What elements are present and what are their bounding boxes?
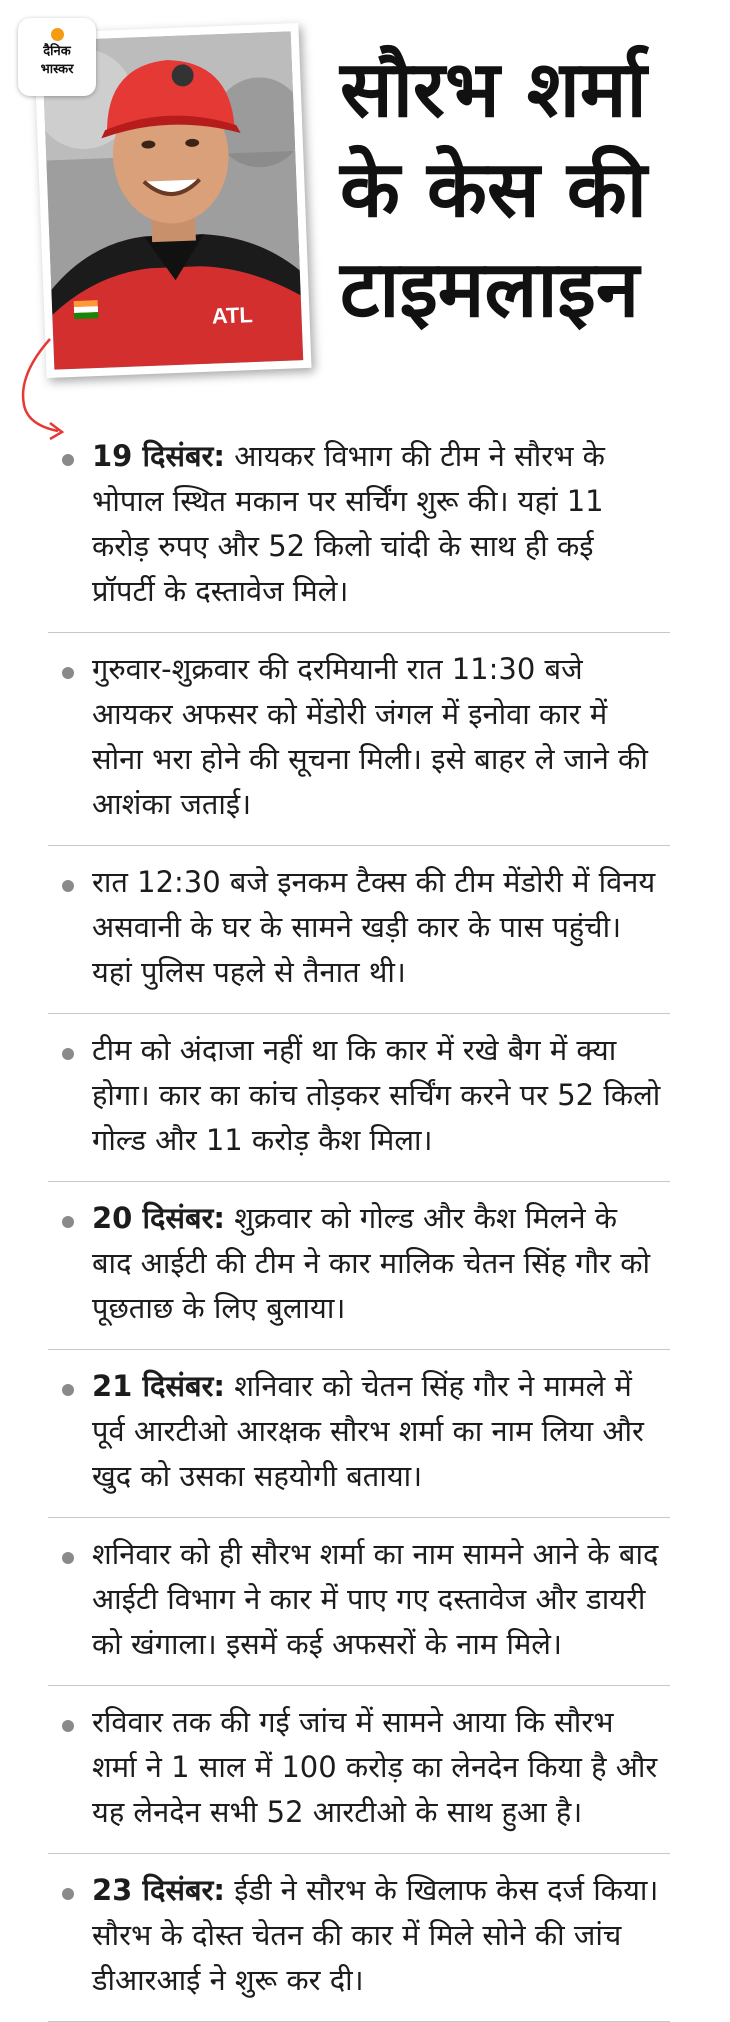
page-title <box>340 40 720 340</box>
timeline-item <box>48 633 670 846</box>
dainik-bhaskar-logo <box>18 18 96 96</box>
timeline-item <box>48 1182 670 1350</box>
timeline-text: रात 12:30 बजे इनकम टैक्स की टीम मेंडोरी में विनय असवानी के घर के सामने खड़ी कार के पास पहुंची। यहां पुलिस पहले से तैनात थी। <box>92 865 656 989</box>
bullet-icon <box>62 1720 74 1732</box>
timeline-text: शनिवार को ही सौरभ शर्मा का नाम सामने आने के बाद आईटी विभाग ने कार में पाए गए दस्तावेज और डायरी को खंगाला। इसमें कई अफसरों के नाम मिले। <box>92 1537 659 1661</box>
timeline-item <box>48 1350 670 1518</box>
header <box>0 0 730 420</box>
timeline-text: शनिवार को चेतन सिंह गौर ने मामले में पूर्व आरटीओ आरक्षक सौरभ शर्मा का नाम लिया और खुद को उसका सहयोगी बताया। <box>92 1369 644 1493</box>
timeline-date: 19 दिसंबर: <box>92 439 225 473</box>
shirt-text: ATL <box>211 302 254 329</box>
logo-text-line1: दैनिक <box>43 44 71 59</box>
timeline-text: गुरुवार-शुक्रवार की दरमियानी रात 11:30 बजे आयकर अफसर को मेंडोरी जंगल में इनोवा कार में सोना भरा होने की सूचना मिली। इसे बाहर ले जाने की आशंका जताई। <box>92 652 648 821</box>
timeline-list <box>48 420 670 2022</box>
bullet-icon <box>62 667 74 679</box>
bullet-icon <box>62 1384 74 1396</box>
bullet-icon <box>62 1888 74 1900</box>
timeline-text: टीम को अंदाजा नहीं था कि कार में रखे बैग में क्या होगा। कार का कांच तोड़कर सर्चिंग करने पर 52 किलो गोल्ड और 11 करोड़ कैश मिला। <box>92 1033 661 1157</box>
timeline-item <box>48 846 670 1014</box>
timeline-date: 20 दिसंबर: <box>92 1201 225 1235</box>
title-line: के केस की <box>340 145 647 235</box>
curved-arrow-icon <box>10 335 70 445</box>
logo-text-line2: भास्कर <box>40 62 74 77</box>
title-line: सौरभ शर्मा <box>340 45 647 135</box>
bullet-icon <box>62 1552 74 1564</box>
timeline-date: 23 दिसंबर: <box>92 1873 225 1907</box>
bullet-icon <box>62 1216 74 1228</box>
bullet-icon <box>62 454 74 466</box>
timeline-text: आयकर विभाग की टीम ने सौरभ के भोपाल स्थित मकान पर सर्चिंग शुरू की। यहां 11 करोड़ रुपए और 52 किलो चांदी के साथ ही कई प्रॉपर्टी के दस्तावेज मिले। <box>92 439 605 608</box>
timeline-text: शुक्रवार को गोल्ड और कैश मिलने के बाद आईटी की टीम ने कार मालिक चेतन सिंह गौर को पूछताछ के लिए बुलाया। <box>92 1201 650 1325</box>
title-line: टाइमलाइन <box>340 245 640 335</box>
bullet-icon <box>62 880 74 892</box>
timeline-date: 21 दिसंबर: <box>92 1369 225 1403</box>
timeline-item <box>48 1854 670 2022</box>
timeline-item <box>48 420 670 633</box>
timeline-item <box>48 1014 670 1182</box>
timeline-item <box>48 1518 670 1686</box>
sun-icon <box>51 28 64 41</box>
bullet-icon <box>62 1048 74 1060</box>
timeline-text: ईडी ने सौरभ के खिलाफ केस दर्ज किया। सौरभ के दोस्त चेतन की कार में मिले सोने की जांच डीआरआई ने शुरू कर दी। <box>92 1873 659 1997</box>
timeline-text: रविवार तक की गई जांच में सामने आया कि सौरभ शर्मा ने 1 साल में 100 करोड़ का लेनदेन किया है और यह लेनदेन सभी 52 आरटीओ के साथ हुआ है। <box>92 1705 658 1829</box>
timeline-item <box>48 1686 670 1854</box>
